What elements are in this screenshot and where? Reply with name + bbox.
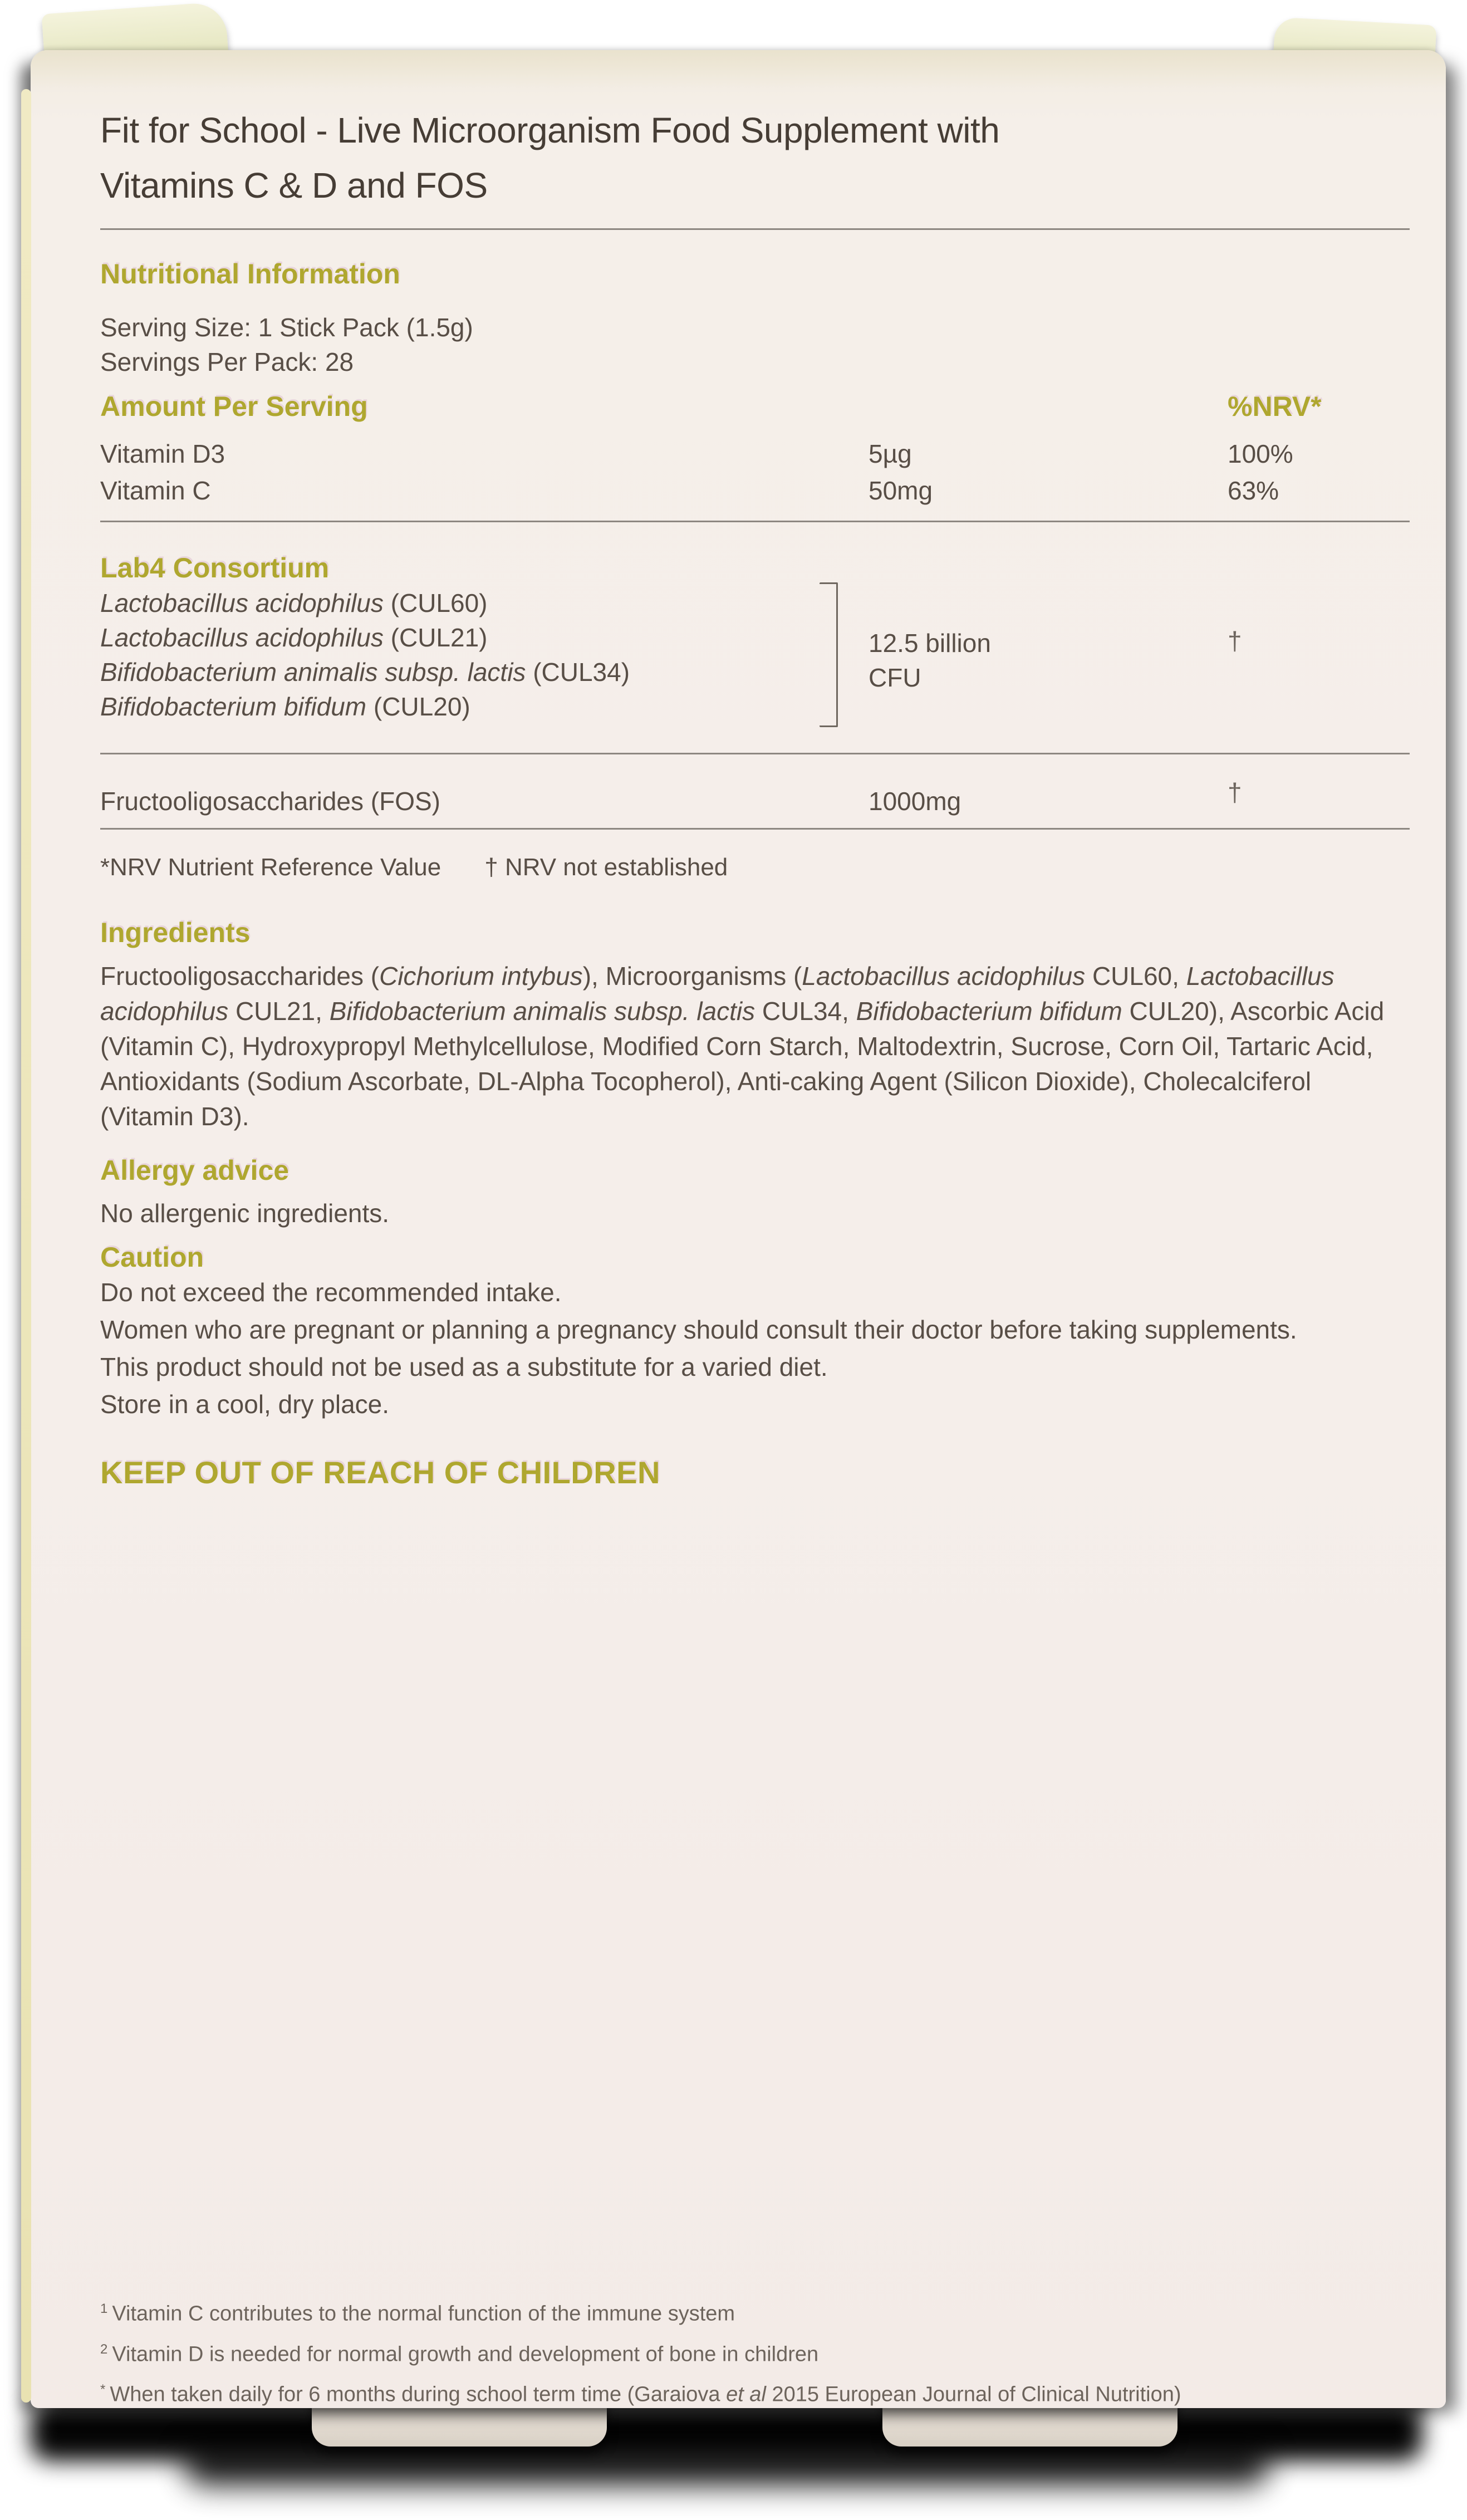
nrv-footnote: [100, 851, 1410, 884]
table-row-label: Vitamin C: [100, 476, 211, 505]
grouping-bracket: [820, 582, 838, 727]
lab4-table: [100, 586, 1410, 724]
divider: [100, 828, 1410, 830]
strain-code: (CUL20): [366, 692, 470, 721]
list-item: [100, 689, 1410, 724]
product-title: [100, 103, 1410, 213]
species-name: Bifidobacterium animalis subsp. lactis: [100, 658, 526, 687]
table-row-amount: 1000mg: [869, 787, 961, 816]
strain-code: (CUL21): [383, 623, 488, 652]
table-header-row: [100, 390, 1410, 423]
nrv-footnote-left: *NRV Nutrient Reference Value: [100, 854, 441, 881]
table-row-label: Fructooligosaccharides (FOS): [100, 787, 440, 816]
footnote-vitamin-c: [100, 2291, 1181, 2332]
list-item: [100, 620, 1410, 655]
caution-line: Store in a cool, dry place.: [100, 1390, 390, 1419]
footnote-marker: 1: [100, 2301, 108, 2316]
lab4-consortium-heading: Lab4 Consortium: [100, 552, 330, 584]
divider: [100, 753, 1410, 754]
footnote-marker: 2: [100, 2341, 108, 2357]
ingredients-text: Fructooligosaccharides (Cichorium intybus), Microorganisms (Lactobacillus acidophilus CUL60, Lactobacillus acidophilus CUL21, Bifidobacterium animalis subsp. lactis CUL34, Bifidobacterium bifidum CUL20), Ascorbic Acid (Vitamin C), Hydroxypropyl Methylcellulose, Modified Corn Starch, Maltodextrin, Sucrose, Corn Oil, Tartaric Acid, Antioxidants (Sodium Ascorbate, DL-Alpha Tocopherol), Anti-caking Agent (Silicon Dioxide), Cholecalciferol (Vitamin D3).: [100, 962, 1385, 1131]
list-item: [100, 655, 1410, 689]
box-left-edge: [21, 89, 31, 2403]
amount-per-serving-heading: Amount Per Serving: [100, 391, 368, 422]
cfu-amount: [869, 626, 991, 695]
serving-size: Serving Size: 1 Stick Pack (1.5g): [100, 313, 473, 342]
species-name: Bifidobacterium bifidum: [100, 692, 367, 721]
strain-code: (CUL60): [383, 589, 488, 617]
nrv-heading: %NRV*: [1228, 391, 1322, 422]
divider: [100, 521, 1410, 522]
label-content: [31, 50, 1446, 2408]
caution-line: Do not exceed the recommended intake.: [100, 1278, 562, 1307]
cfu-amount-value: 12.5 billion: [869, 629, 991, 658]
cfu-amount-unit: CFU: [869, 663, 921, 692]
reference-footnotes: [100, 2291, 1181, 2413]
table-row-label: Vitamin D3: [100, 439, 225, 468]
allergy-advice-heading: Allergy advice: [100, 1155, 290, 1186]
list-item: [100, 586, 1410, 620]
footnote-text: Vitamin D is needed for normal growth and development of bone in children: [112, 2342, 819, 2366]
footnote-study: [100, 2372, 1181, 2413]
keep-out-of-reach-warning: KEEP OUT OF REACH OF CHILDREN: [100, 1455, 660, 1490]
dagger-symbol: †: [1228, 778, 1242, 807]
species-list: [100, 586, 1410, 724]
nrv-footnote-right: † NRV not established: [484, 854, 728, 881]
fos-row: [100, 778, 1410, 818]
species-name: Lactobacillus acidophilus: [100, 623, 384, 652]
ingredients-heading: Ingredients: [100, 917, 251, 948]
species-name: Lactobacillus acidophilus: [100, 589, 384, 617]
vitamin-table: [100, 435, 1410, 509]
product-title-line2: Vitamins C & D and FOS: [100, 165, 488, 205]
footnote-vitamin-d: [100, 2332, 1181, 2372]
caution-heading: Caution: [100, 1242, 204, 1273]
footnote-text: Vitamin C contributes to the normal function of the immune system: [112, 2302, 735, 2326]
box-drop-shadow-soft: [184, 2441, 1269, 2486]
product-title-line1: Fit for School - Live Microorganism Food Supplement with: [100, 110, 1000, 150]
allergy-text: No allergenic ingredients.: [100, 1199, 390, 1228]
package-back-panel: [31, 50, 1446, 2408]
divider: [100, 228, 1410, 230]
table-row-nrv: 100%: [1228, 439, 1293, 468]
caution-line: This product should not be used as a substitute for a varied diet.: [100, 1352, 828, 1381]
nutritional-information-heading: Nutritional Information: [100, 258, 400, 290]
footnote-marker: *: [100, 2382, 106, 2398]
caution-line: Women who are pregnant or planning a pregnancy should consult their doctor before taking supplements.: [100, 1315, 1297, 1344]
strain-code: (CUL34): [526, 658, 630, 687]
servings-per-pack: Servings Per Pack: 28: [100, 347, 354, 376]
footnote-text: When taken daily for 6 months during school term time (Garaiova et al 2015 European Journal of Clinical Nutrition): [110, 2382, 1181, 2406]
table-row-amount: 5µg: [869, 439, 912, 468]
table-row-amount: 50mg: [869, 476, 933, 505]
dagger-symbol: †: [1228, 626, 1242, 655]
table-row-nrv: 63%: [1228, 476, 1279, 505]
